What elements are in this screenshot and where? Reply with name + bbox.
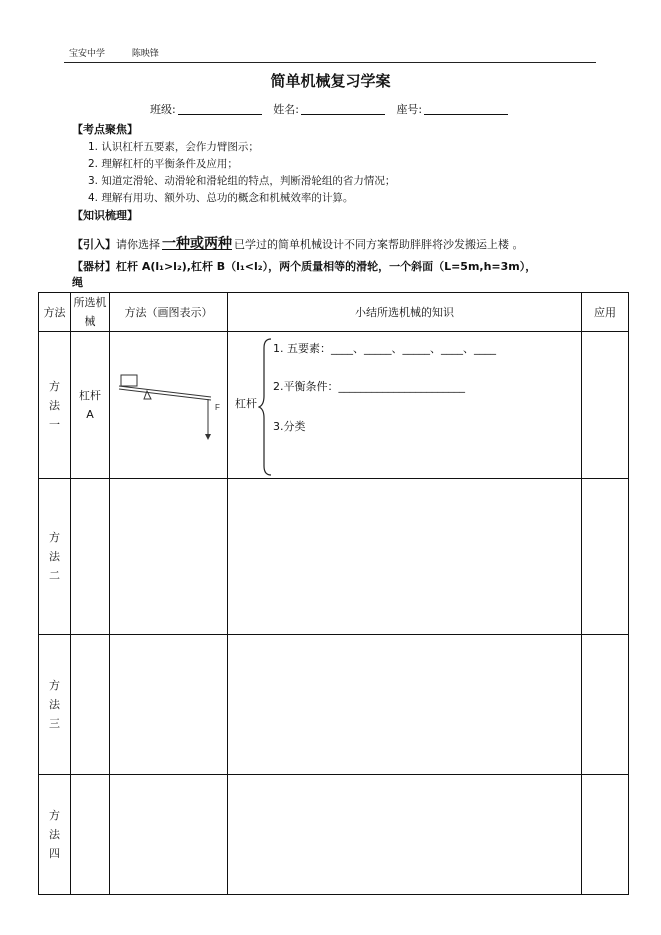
table-row	[39, 775, 629, 895]
header-summary: 小结所选机械的知识	[228, 293, 582, 332]
machine-cell[interactable]	[71, 775, 110, 895]
author-name: 陈映锋	[131, 49, 159, 59]
header-machine: 所选机械	[71, 293, 110, 332]
table-row	[39, 332, 629, 479]
machine-cell[interactable]	[71, 635, 110, 775]
method-drawing-cell[interactable]	[110, 775, 228, 895]
equipment-line-2: 绳	[72, 276, 83, 289]
intro-emphasis: 一种或两种	[162, 236, 232, 252]
summary-cell[interactable]	[228, 479, 582, 635]
arrowhead-icon	[205, 434, 211, 440]
equipment-line-1: 【器材】杠杆 A(l₁>l₂),杠杆 B（l₁<l₂），两个质量相等的滑轮，一个斜面（L=5m,h=3m），	[72, 260, 537, 273]
box-load	[121, 375, 137, 386]
classify-line: 3.分类	[273, 420, 306, 433]
lever-label: 杠杆	[235, 397, 257, 410]
application-cell[interactable]	[582, 775, 629, 895]
method-label: 方法四	[39, 775, 71, 895]
school-name: 宝安中学	[69, 49, 106, 59]
machine-cell[interactable]	[71, 479, 110, 635]
focus-item: 3. 知道定滑轮、动滑轮和滑轮组的特点，判断滑轮组的省力情况；	[88, 175, 396, 187]
seat-label: 座号:	[396, 103, 423, 116]
machine-label: 杠杆A	[71, 332, 110, 479]
method-label: 方法二	[39, 479, 71, 635]
page-title: 简单机械复习学案	[270, 72, 391, 90]
lever-bar-top	[119, 386, 211, 397]
lever-bar-bottom	[119, 389, 211, 400]
method-drawing-cell[interactable]	[110, 479, 228, 635]
method-drawing-cell[interactable]	[110, 332, 228, 479]
class-field[interactable]	[178, 104, 262, 115]
methods-table	[38, 292, 629, 895]
balance-condition-line: 2.平衡条件：_______________________	[273, 380, 465, 393]
summary-cell[interactable]	[228, 775, 582, 895]
seat-field[interactable]	[424, 104, 508, 115]
five-elements-line: 1. 五要素：____、_____、_____、____、____	[273, 342, 496, 355]
class-label: 班级:	[150, 103, 176, 116]
summary-cell[interactable]	[228, 332, 582, 479]
intro-line	[72, 233, 524, 253]
application-cell[interactable]	[582, 635, 629, 775]
focus-item: 1. 认识杠杆五要素，会作力臂图示；	[88, 141, 259, 153]
lever-diagram	[111, 354, 227, 454]
student-info-line	[150, 101, 516, 117]
focus-item: 2. 理解杠杆的平衡条件及应用；	[88, 158, 238, 170]
name-label: 姓名:	[273, 103, 299, 116]
method-drawing-cell[interactable]	[110, 635, 228, 775]
intro-tag: 【引入】	[72, 238, 116, 251]
header-method-draw: 方法（画图表示）	[110, 293, 228, 332]
focus-item: 4. 理解有用功、额外功、总功的概念和机械效率的计算。	[88, 192, 354, 204]
header-rule	[64, 62, 596, 63]
summary-cell[interactable]	[228, 635, 582, 775]
table-row	[39, 479, 629, 635]
knowledge-heading: 【知识梳理】	[72, 209, 138, 222]
name-field[interactable]	[301, 104, 385, 115]
header-method: 方法	[39, 293, 71, 332]
brace-icon	[258, 338, 272, 476]
intro-pre: 请你选择	[116, 238, 160, 251]
table-row	[39, 635, 629, 775]
focus-heading: 【考点聚焦】	[72, 123, 138, 136]
force-label: F	[214, 402, 220, 412]
table-header-row	[39, 293, 629, 332]
header-application: 应用	[582, 293, 629, 332]
page-header	[69, 46, 183, 59]
application-cell[interactable]	[582, 332, 629, 479]
method-label: 方法一	[39, 332, 71, 479]
method-label: 方法三	[39, 635, 71, 775]
intro-post: 已学过的简单机械设计不同方案帮助胖胖将沙发搬运上楼 。	[234, 238, 524, 251]
application-cell[interactable]	[582, 479, 629, 635]
